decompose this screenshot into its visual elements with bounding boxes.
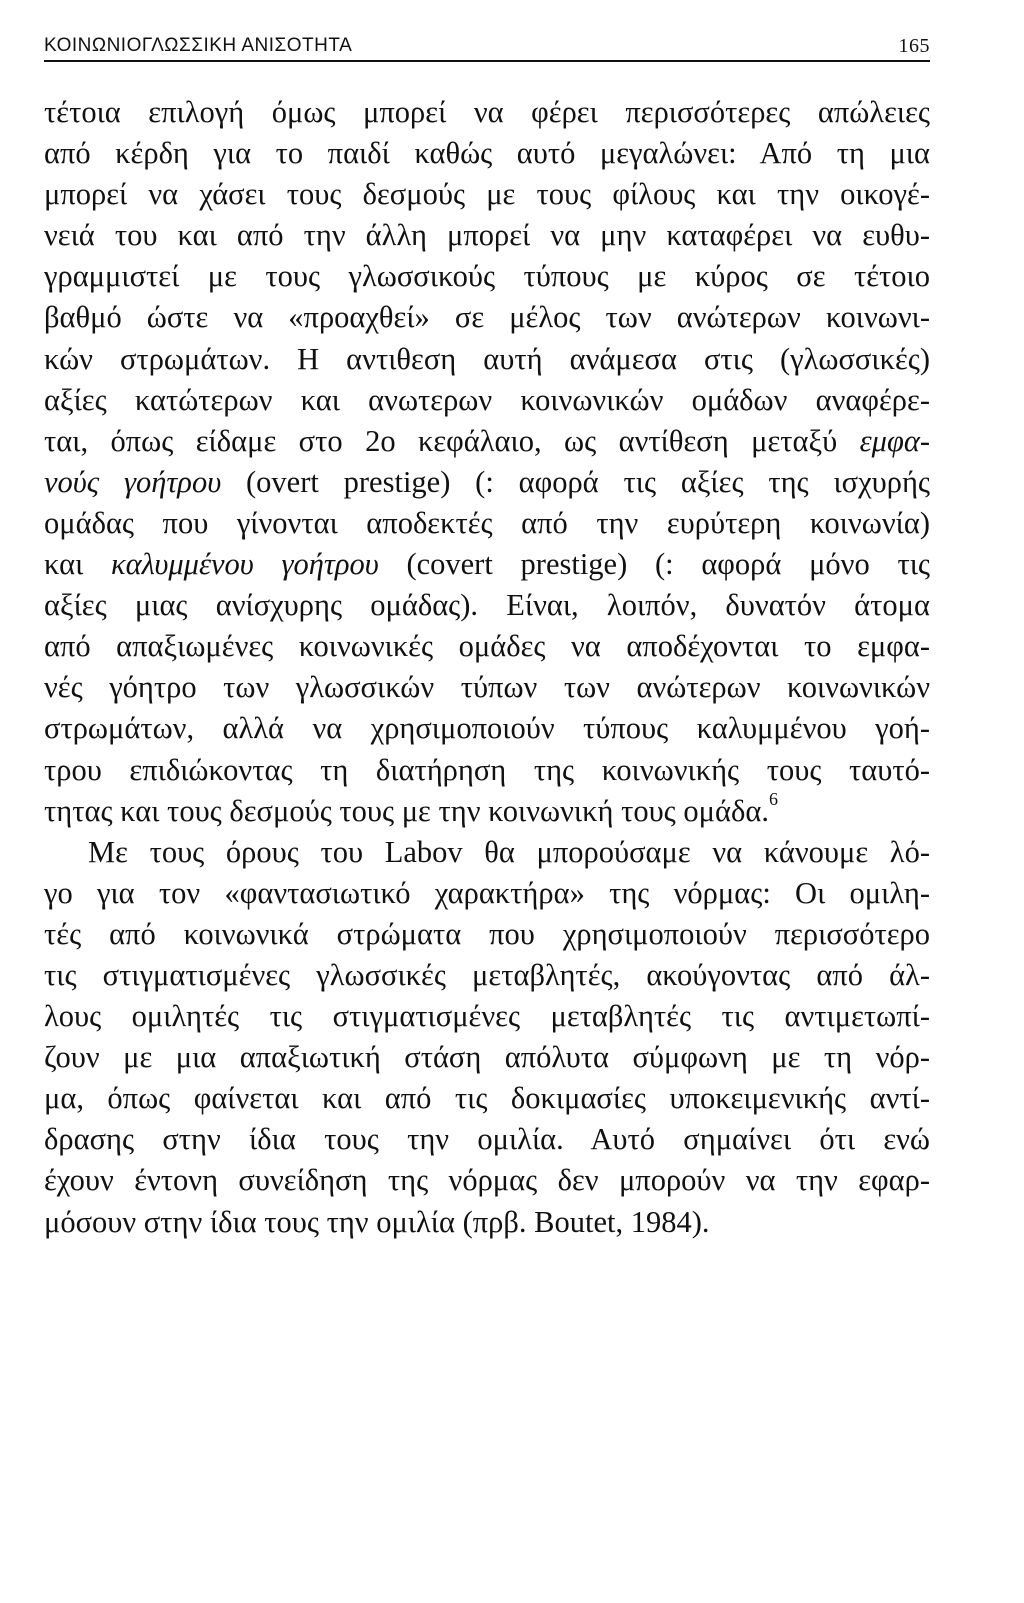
footnote-reference[interactable]: 6 [768, 789, 778, 810]
text-line: ομάδας που γίνονται αποδεκτές από την ευρύτερη κοινωνία) [44, 505, 930, 540]
text-line: από κέρδη για το παιδί καθώς αυτό μεγαλώνει: Από τη μια [44, 136, 930, 171]
text-line: δρασης στην ίδια τους την ομιλία. Αυτό σημαίνει ότι ενώ [44, 1122, 930, 1157]
text-run: και [44, 547, 112, 582]
text-line: Με τους όρους του Labov θα μπορούσαμε να κάνουμε λό- [88, 834, 930, 869]
text-line [44, 462, 930, 503]
text-line: μα, όπως φαίνεται και από τις δοκιμασίες υποκειμενικής αντί- [44, 1081, 930, 1116]
text-line: γο για τον «φαντασιωτικό χαρακτήρα» της νόρμας: Οι ομιλη- [44, 875, 930, 910]
text-line: τέτοια επιλογή όμως μπορεί να φέρει περισσότερες απώλειες [44, 95, 930, 129]
text-line [44, 544, 930, 585]
text-line: μόσουν στην ίδια τους την ομιλία (πρβ. Boutet, 1984). [44, 1204, 710, 1239]
text-line: βαθμό ώστε να «προαχθεί» σε μέλος των ανώτερων κοινωνι- [44, 300, 930, 335]
text-run: (overt prestige) (: αφορά τις αξίες της ισχυρής [221, 464, 930, 499]
text-run: ται, όπως είδαμε στο 2ο κεφάλαιο, ως αντίθεση μεταξύ [44, 423, 860, 458]
text-line: ζουν με μια απαξιωτική στάση απόλυτα σύμφωνη με τη νόρ- [44, 1040, 930, 1075]
text-line: τρου επιδιώκοντας τη διατήρηση της κοινωνικής τους ταυτό- [44, 752, 930, 787]
text-line: τές από κοινωνικά στρώματα που χρησιμοποιούν περισσότερο [44, 916, 930, 951]
text-line: στρωμάτων, αλλά να χρησιμοποιούν τύπους καλυμμένου γοή- [44, 711, 930, 746]
text-line: λους ομιλητές τις στιγματισμένες μεταβλητές τις αντιμετωπί- [44, 999, 930, 1034]
text-run: τητας και τους δεσμούς τους με την κοινωνική τους ομάδα. [44, 793, 769, 828]
italic-term: εμφα- [859, 423, 930, 458]
text-line: αξίες κατώτερων και ανωτερων κοινωνικών ομάδων αναφέρε- [44, 382, 930, 417]
text-line [44, 421, 930, 462]
text-line: γραμμιστεί με τους γλωσσικούς τύπους με κύρος σε τέτοιο [44, 259, 930, 294]
italic-term: νούς γοήτρου [44, 464, 222, 499]
paragraph-2 [44, 832, 930, 1243]
text-line [44, 791, 930, 832]
text-run: (covert prestige) (: αφορά μόνο τις [378, 547, 930, 582]
paragraph-1 [44, 92, 930, 832]
text-line: αξίες μιας ανίσχυρης ομάδας). Είναι, λοιπόν, δυνατόν άτομα [44, 588, 930, 623]
running-header [44, 34, 930, 62]
text-line: τις στιγματισμένες γλωσσικές μεταβλητές, ακούγοντας από άλ- [44, 957, 930, 992]
text-line: έχουν έντονη συνείδηση της νόρμας δεν μπορούν να την εφαρ- [44, 1163, 930, 1198]
text-line: κών στρωμάτων. Η αντιθεση αυτή ανάμεσα στις (γλωσσικές) [44, 341, 930, 376]
body-text [44, 92, 930, 1243]
chapter-title: ΚΟΙΝΩΝΙΟΓΛΩΣΣΙΚΗ ΑΝΙΣΟΤΗΤΑ [44, 35, 353, 56]
text-line: νές γόητρο των γλωσσικών τύπων των ανώτερων κοινωνικών [44, 670, 930, 705]
text-line: μπορεί να χάσει τους δεσμούς με τους φίλους και την οικογέ- [44, 177, 930, 212]
italic-term: καλυμμένου γοήτρου [111, 547, 379, 582]
text-line: από απαξιωμένες κοινωνικές ομάδες να αποδέχονται το εμφα- [44, 629, 930, 664]
text-line: νειά του και από την άλλη μπορεί να μην καταφέρει να ευθυ- [44, 218, 930, 253]
page-number: 165 [898, 35, 930, 57]
